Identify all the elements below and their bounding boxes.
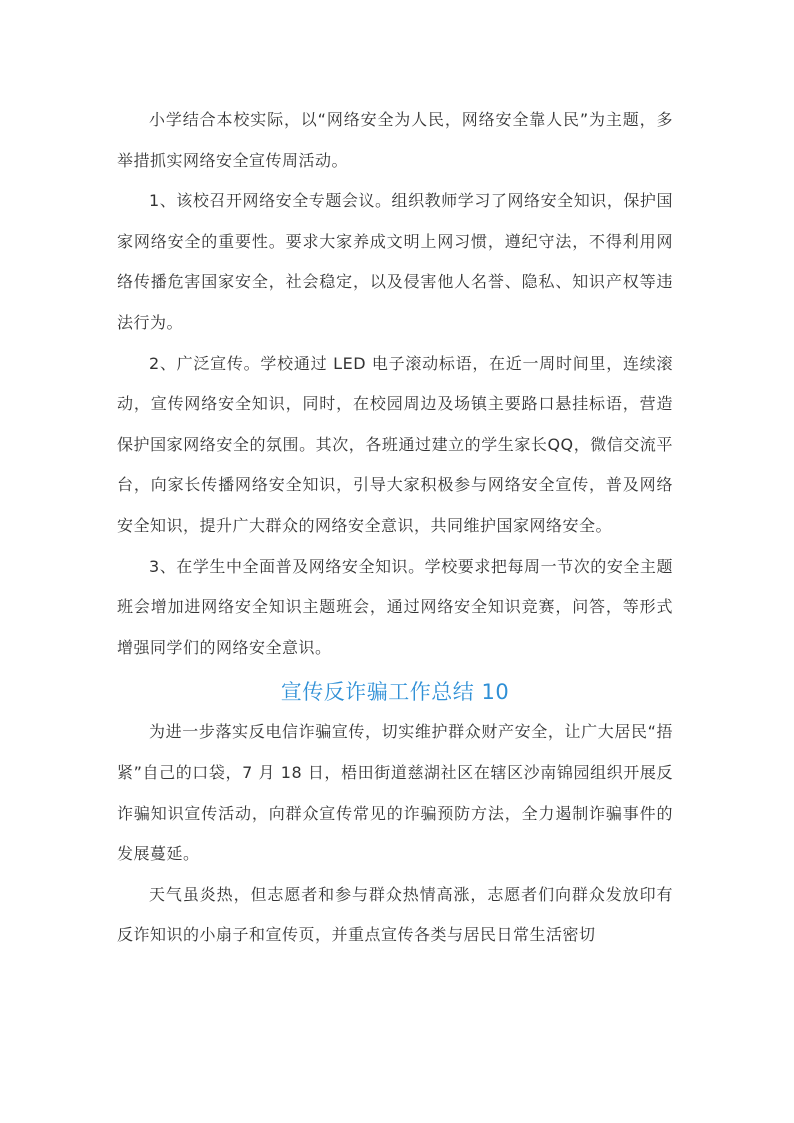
section-heading: 宣传反诈骗工作总结 10 <box>280 680 510 705</box>
paragraph-item-1: 1、该校召开网络安全专题会议。组织教师学习了网络安全知识，保护国家网络安全的重要性。要求大家养成文明上网习惯，遵纪守法，不得利用网络传播危害国家安全，社会稳定，以及侵害他人名誉、隐私、知识产权等违法行为。 <box>117 191 673 332</box>
paragraph-item-2: 2、广泛宣传。学校通过 LED 电子滚动标语，在近一周时间里，连续滚动，宣传网络安全知识，同时，在校园周边及场镇主要路口悬挂标语，营造保护国家网络安全的氛围。其次，各班通过建立的学生家长QQ，微信交流平台，向家长传播网络安全知识，引导大家积极参与网络安全宣传，普及网络安全知识，提升广大群众的网络安全意识，共同维护国家网络安全。 <box>117 353 673 535</box>
paragraph-item-3: 3、在学生中全面普及网络安全知识。学校要求把每周一节次的安全主题班会增加进网络安全知识主题班会，通过网络安全知识竞赛，问答，等形式增强同学们的网络安全意识。 <box>117 556 673 657</box>
paragraph-section-2: 天气虽炎热，但志愿者和参与群众热情高涨，志愿者们向群众发放印有反诈知识的小扇子和宣传页，并重点宣传各类与居民日常生活密切 <box>117 884 673 945</box>
paragraph-section-1: 为进一步落实反电信诈骗宣传，切实维护群众财产安全，让广大居民“捂紧”自己的口袋，7 月 18 日，梧田街道慈湖社区在辖区沙南锦园组织开展反诈骗知识宣传活动，向群众宣传常见的诈骗预防方法，全力遏制诈骗事件的发展蔓延。 <box>117 722 673 864</box>
paragraph-intro: 小学结合本校实际，以“网络安全为人民，网络安全靠人民”为主题，多举措抓实网络安全宣传周活动。 <box>117 110 673 170</box>
document-body <box>117 100 673 956</box>
